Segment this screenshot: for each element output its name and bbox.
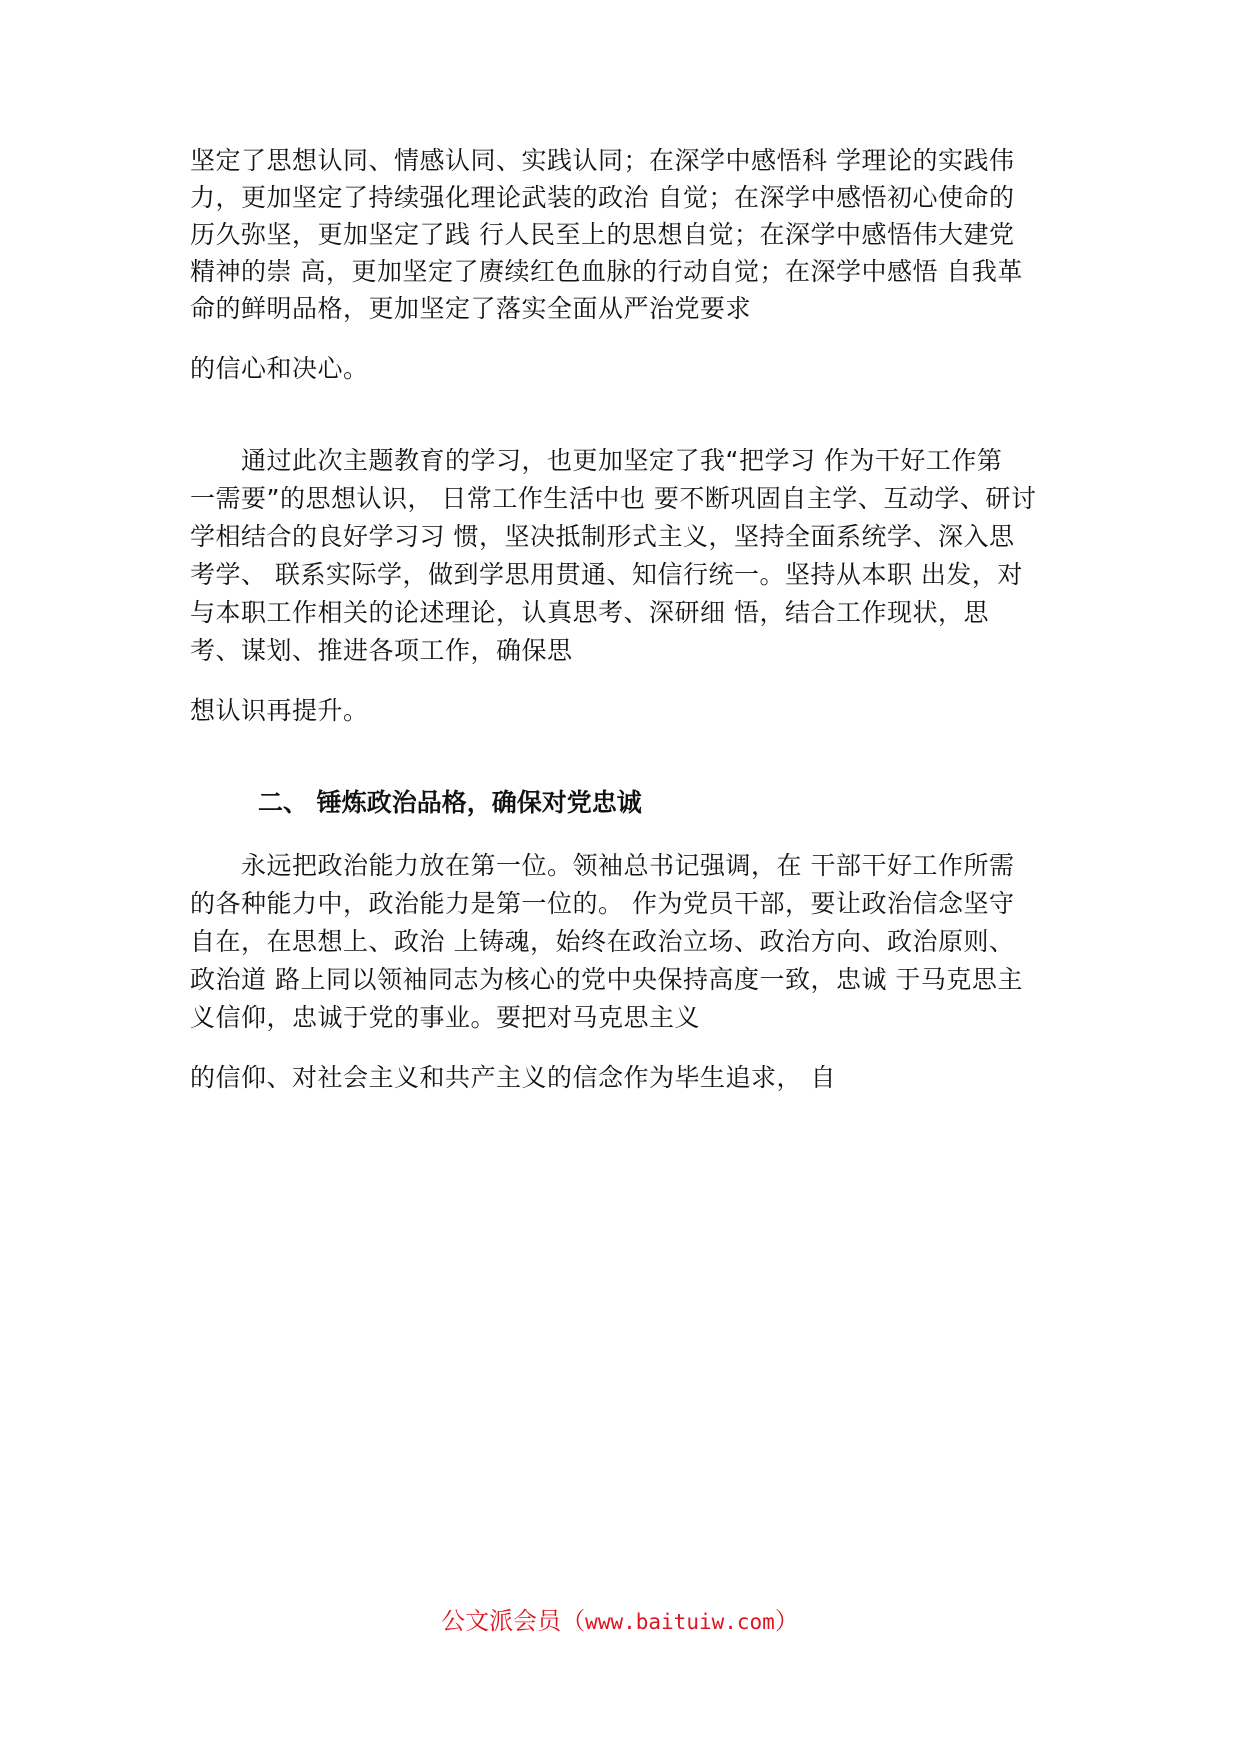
paragraph-3-line-1: 永远把政治能力放在第一位。领袖总书记强调，在 干部干好工作所需 [190, 851, 1015, 880]
paragraph-3-tail: 的信仰、对社会主义和共产主义的信念作为毕生追求， 自 [190, 1063, 836, 1092]
footer-watermark [0, 1606, 1240, 1637]
footer-close-paren: ） [774, 1607, 799, 1635]
footer-url[interactable]: www.baituiw.com [585, 1610, 775, 1634]
paragraph-1-line-2: 力，更加坚定了持续强化理论武装的政治 自觉；在深学中感悟初心使命的 [190, 183, 1015, 212]
paragraph-2-line-3: 学相结合的良好学习习 惯，坚决抵制形式主义，坚持全面系统学、深入思 [190, 522, 1015, 551]
paragraph-2-line-5: 与本职工作相关的论述理论，认真思考、深研细 悟，结合工作现状，思 [190, 598, 989, 627]
section-heading-2: 二、 锤炼政治品格，确保对党忠诚 [258, 788, 642, 817]
paragraph-3-line-4: 政治道 路上同以领袖同志为核心的党中央保持高度一致，忠诚 于马克思主 [190, 965, 1023, 994]
paragraph-3-line-2: 的各种能力中，政治能力是第一位的。 作为党员干部，要让政治信念坚守 [190, 889, 1015, 918]
paragraph-3-line-5: 义信仰，忠诚于党的事业。要把对马克思主义 [190, 1003, 701, 1032]
paragraph-2-tail: 想认识再提升。 [190, 696, 369, 725]
paragraph-1-line-3: 历久弥坚，更加坚定了践 行人民至上的思想自觉；在深学中感悟伟大建党 [190, 220, 1015, 249]
paragraph-1-line-5: 命的鲜明品格，更加坚定了落实全面从严治党要求 [190, 294, 752, 323]
paragraph-2-line-2: 一需要”的思想认识， 日常工作生活中也 要不断巩固自主学、互动学、研讨 [190, 484, 1037, 513]
paragraph-1-line-4: 精神的崇 高，更加坚定了赓续红色血脉的行动自觉；在深学中感悟 自我革 [190, 257, 1023, 286]
paragraph-1-tail: 的信心和决心。 [190, 354, 369, 383]
footer-open-paren: （ [561, 1607, 586, 1635]
footer-brand: 公文派会员 [441, 1607, 562, 1635]
paragraph-2-line-1: 通过此次主题教育的学习，也更加坚定了我“把学习 作为干好工作第 [190, 446, 1003, 475]
paragraph-2-line-6: 考、谋划、推进各项工作，确保思 [190, 636, 573, 665]
paragraph-1-line-1: 坚定了思想认同、情感认同、实践认同；在深学中感悟科 学理论的实践伟 [190, 146, 1015, 175]
paragraph-2-line-4: 考学、 联系实际学，做到学思用贯通、知信行统一。坚持从本职 出发，对 [190, 560, 1023, 589]
paragraph-3-line-3: 自在，在思想上、政治 上铸魂，始终在政治立场、政治方向、政治原则、 [190, 927, 1015, 956]
